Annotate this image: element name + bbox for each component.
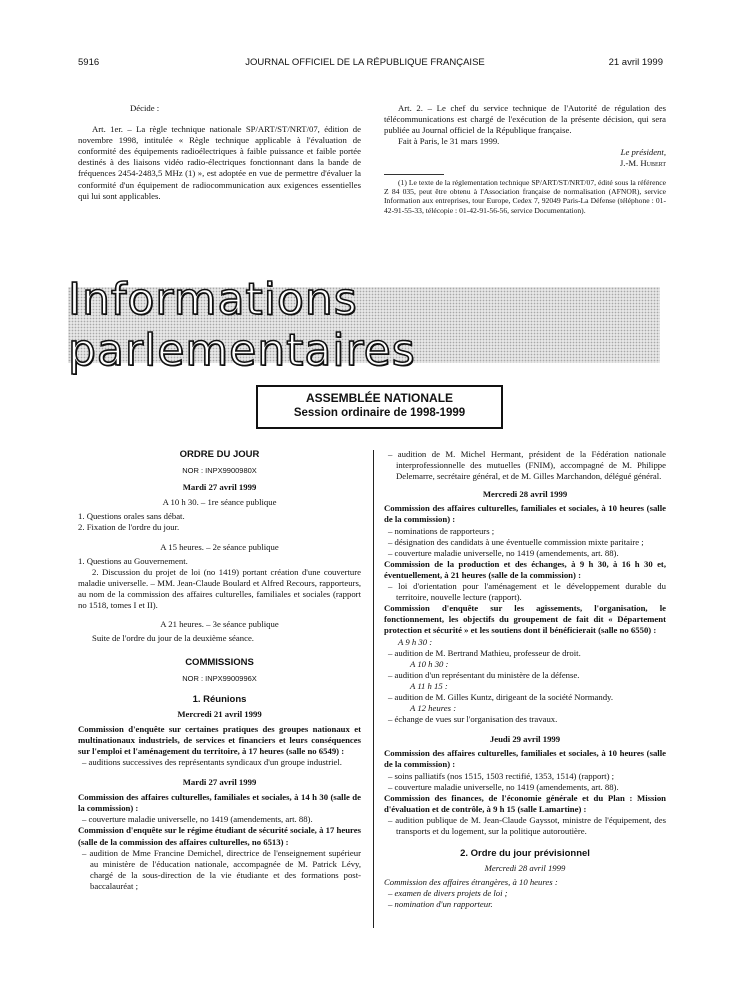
decision-left-column (78, 103, 361, 202)
agenda-item: – audition de M. Gilles Kuntz, dirigeant de la société Normandy. (388, 691, 614, 702)
agenda-item: – soins palliatifs (nos 1515, 1503 rectifié, 1353, 1514) (rapport) ; (388, 770, 615, 781)
assembly-title: ASSEMBLÉE NATIONALE (305, 391, 454, 405)
seance-2-item: 1. Questions au Gouvernement. (78, 555, 188, 566)
agenda-item: – audition d'un représentant du ministère de la défense. (388, 669, 580, 680)
signatory-name: J.-M. Hubert (619, 158, 666, 169)
seance-1-item: 2. Fixation de l'ordre du jour. (78, 522, 180, 533)
agenda-item: – couverture maladie universelle, no 1419 (amendements, art. 88). (388, 547, 619, 558)
page-number: 5916 (78, 57, 100, 68)
signatory-role: Le président, (620, 147, 666, 158)
banner-title: Informations parlementaires (68, 274, 416, 376)
time-slot: A 10 h 30 : (410, 658, 449, 669)
seance-1-item: 1. Questions orales sans débat. (78, 511, 185, 522)
section-banner (68, 274, 660, 376)
commission-heading: Commission des affaires culturelles, familiales et sociales, à 10 heures (salle de la commission) : (384, 503, 666, 525)
date-heading: Mardi 27 avril 1999 (182, 777, 257, 788)
date-heading: Jeudi 29 avril 1999 (489, 734, 561, 745)
right-column (384, 449, 666, 911)
date-heading: Mercredi 21 avril 1999 (177, 708, 262, 719)
session-title: Session ordinaire de 1998-1999 (293, 407, 466, 419)
commission-heading: Commission de la production et des échanges, à 9 h 30, à 16 h 30 et, éventuellement, à 21 heures (salle de la commission) : (384, 558, 666, 580)
commission-heading: Commission des finances, de l'économie générale et du Plan : Mission d'évaluation et de contrôle, à 9 h 15 (salle Lamartine) : (384, 792, 666, 814)
commission-heading: Commission des affaires culturelles, familiales et sociales, à 10 heures (salle de la commission) : (384, 748, 666, 770)
agenda-item: – audition de Mme Francine Demichel, directrice de l'enseignement supérieur au ministère de l'éducation nationale, accompagnée de M. Patrick Lévy, chargé de la sous-direction de la vie étudiante et des formations post-baccalauréat ; (82, 847, 361, 891)
footnote-rule (384, 174, 444, 175)
left-column (78, 449, 361, 892)
column-divider (373, 450, 374, 928)
fait-a-paris: Fait à Paris, le 31 mars 1999. (398, 136, 500, 147)
assembly-box (256, 385, 503, 429)
ordre-nor: NOR : INPX9900980X (182, 466, 257, 476)
agenda-item: – échange de vues sur l'organisation des travaux. (388, 714, 558, 725)
agenda-item: – couverture maladie universelle, no 1419 (amendements, art. 88). (82, 814, 313, 825)
agenda-item: – auditions successives des représentants syndicaux d'un groupe industriel. (82, 756, 342, 767)
decision-right-column (384, 103, 666, 215)
journal-title: JOURNAL OFFICIEL DE LA RÉPUBLIQUE FRANÇAISE (245, 57, 485, 68)
seance-2-item: 2. Discussion du projet de loi (no 1419) portant création d'une couverture maladie universelle. – MM. Jean-Claude Boulard et Alfred Recours, rapporteurs, au nom de la commission des affaires culturelles, familiales et sociales (rapport no 1518, tomes I et II). (78, 566, 361, 611)
agenda-item: – nominations de rapporteurs ; (388, 525, 495, 536)
agenda-item: – examen de divers projets de loi ; (388, 888, 508, 899)
agenda-item: – loi d'orientation pour l'aménagement et le développement durable du territoire, nouvelle lecture (rapport). (388, 581, 666, 603)
seance-1: A 10 h 30. – 1re séance publique (162, 497, 277, 508)
commissions-nor: NOR : INPX9900996X (182, 674, 257, 684)
seance-2: A 15 heures. – 2e séance publique (160, 541, 279, 552)
footnote: (1) Le texte de la réglementation technique SP/ART/ST/NRT/07, édité sous la référence Z 84 035, peut être obtenu à l'Association française de normalisation (AFNOR), service Information aux entreprises, tour Europe, Cedex 7, 92049 Paris-La Défense (téléphone : 01-42-91-55-33, télécopie : 01-42-91-56-56, service Documentation). (384, 177, 666, 215)
decide-text: Décide : (130, 103, 160, 113)
commissions-title: COMMISSIONS (185, 657, 254, 669)
time-slot: A 9 h 30 : (398, 636, 433, 647)
commission-heading: Commission d'enquête sur les agissements, l'organisation, le fonctionnement, les objectifs du groupement de fait dit « Département protection et sécurité » et les soutiens dont il bénéficierait (salle no 6550) : (384, 603, 666, 636)
article-2: Art. 2. – Le chef du service technique de l'Autorité de régulation des télécommunications est chargé de l'exécution de la présente décision, qui sera publiée au Journal officiel de la République française. (384, 103, 666, 136)
date-heading: Mercredi 28 avril 1999 (482, 489, 568, 500)
header-date: 21 avril 1999 (608, 57, 663, 68)
seance-3: A 21 heures. – 3e séance publique (160, 619, 279, 630)
commission-heading: Commission d'enquête sur le régime étudiant de sécurité sociale, à 17 heures (salle de la commission des affaires culturelles, no 6513) : (78, 825, 361, 847)
date-heading: Mercredi 28 avril 1999 (484, 863, 566, 874)
article-1: Art. 1er. – La règle technique nationale SP/ART/ST/NRT/07, édition de novembre 1998, intitulée « Règle technique applicable à l'évaluation de conformité des équipements radioélectriques à faible puissance et faible portée destinés à des liaisons vidéo radio-électriques fonctionnant dans la bande de fréquences 2454-2483,5 MHz (1) », est adoptée en vue de permettre d'évaluer la conformité d'un équipement de radiocommunication aux exigences essentielles qui lui sont applicables. (78, 124, 361, 201)
ordre-du-jour-title: ORDRE DU JOUR (179, 449, 260, 460)
commission-heading: Commission des affaires étrangères, à 10 heures : (384, 877, 558, 888)
time-slot: A 12 heures : (410, 703, 457, 714)
seance-3-text: Suite de l'ordre du jour de la deuxième séance. (92, 633, 254, 644)
agenda-item: – nomination d'un rapporteur. (388, 899, 493, 910)
ordre-date: Mardi 27 avril 1999 (182, 482, 257, 493)
agenda-item: – couverture maladie universelle, no 1419 (amendements, art. 88). (388, 781, 619, 792)
reunions-title: 1. Réunions (192, 693, 247, 705)
time-slot: A 11 h 15 : (410, 680, 448, 691)
previsionnel-title: 2. Ordre du jour prévisionnel (460, 848, 590, 860)
commission-heading: Commission des affaires culturelles, familiales et sociales, à 14 h 30 (salle de la commission) : (78, 792, 361, 814)
agenda-item: – audition de M. Bertrand Mathieu, professeur de droit. (388, 647, 581, 658)
agenda-item: – audition de M. Michel Hermant, président de la Fédération nationale interprofessionnelle des mutuelles (FNIM), accompagné de M. Philippe Delemarre, secrétaire général, et de M. Gilles Marchandon, délégué général. (388, 449, 666, 482)
commission-heading: Commission d'enquête sur certaines pratiques des groupes nationaux et multinationaux industriels, de services et financiers et leurs conséquences sur l'emploi et l'aménagement du territoire, à 17 heures (salle no 6549) : (78, 723, 361, 756)
agenda-item: – audition publique de M. Jean-Claude Gayssot, ministre de l'équipement, des transports et du logement, sur la politique autoroutière. (388, 814, 666, 836)
agenda-item: – désignation des candidats à une éventuelle commission mixte paritaire ; (388, 536, 644, 547)
